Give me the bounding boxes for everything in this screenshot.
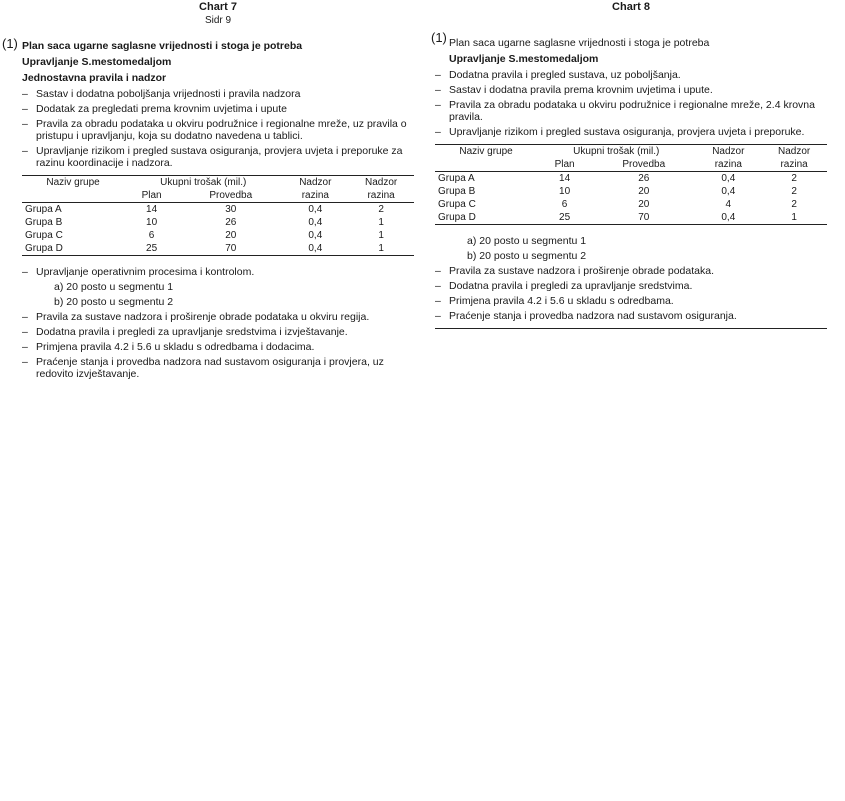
list-item: – Sastav i dodatna poboljšanja vrijednosti i pravila nadzora [22, 88, 301, 100]
list-item: a) 20 posto u segmentu 1 [467, 235, 587, 247]
section-heading: Upravljanje S.mestomedaljom [22, 56, 172, 68]
list-item: b) 20 posto u segmentu 2 [54, 296, 174, 308]
table-row: Grupa B 10 26 0,4 1 [25, 217, 384, 228]
list-item: – Dodatna pravila i pregled sustava, uz poboljšanja. [435, 69, 681, 81]
list-item: – Dodatak za pregledati prema krovnim uvjetima i upute [22, 103, 287, 115]
intro-text: Plan saca ugarne saglasne vrijednosti i stoga je potreba [449, 37, 710, 49]
list-item: – Pravila za sustave nadzora i proširenje obrade podataka u okviru regija. [22, 311, 370, 323]
intro-text: Plan saca ugarne saglasne vrijednosti i stoga je potreba [22, 40, 303, 52]
list-item: – Dodatna pravila i pregledi za upravljanje sredstvima i izvještavanje. [22, 326, 348, 338]
list-item: – Primjena pravila 4.2 i 5.6 u skladu s odredbama. [435, 295, 674, 307]
data-table: Naziv grupe Ukupni trošak (mil.) Nadzor Nadzor Plan Provedba razina razina Grupa A 14 30 0,4 2 Grupa B 10 26 0,4 1 Grupa C 6 20 0,4 1 Grupa D 25 70 0,4 1 [22, 175, 414, 256]
table-row: Grupa C 6 20 0,4 1 [25, 230, 384, 241]
list-item: a) 20 posto u segmentu 1 [54, 281, 174, 293]
table-row: Grupa D 25 70 0,4 1 [435, 211, 827, 225]
bottom-rule [435, 328, 827, 329]
list-item: – Sastav i dodatna pravila prema krovnim uvjetima i upute. [435, 84, 713, 96]
list-item: – Pravila za obradu podataka u okviru podružnice i regionalne mreže, uz pravila o pristupu i upravljanju, koja su dodatno navedena u tablici. [22, 118, 407, 142]
list-item: – Praćenje stanja i provedba nadzora nad sustavom osiguranja i provjera, uz redovito izvještavanje. [22, 356, 384, 380]
table-row: Grupa D 25 70 0,4 1 [22, 242, 414, 256]
section-heading: Upravljanje S.mestomedaljom [449, 53, 599, 65]
left-column [2, 0, 414, 801]
list-item: – Dodatna pravila i pregledi za upravljanje sredstvima. [435, 280, 693, 292]
list-item: – Praćenje stanja i provedba nadzora nad sustavom osiguranja. [435, 310, 737, 322]
section-subheading: Jednostavna pravila i nadzor [22, 72, 167, 84]
list-item: – Pravila za sustave nadzora i proširenje obrade podataka. [435, 265, 714, 277]
bullet-list-2 [435, 235, 827, 322]
item-number: (1) [2, 36, 18, 51]
bullet-list [435, 69, 827, 138]
list-item: – Upravljanje rizikom i pregled sustava osiguranja, provjera uvjeta i preporuke za razinu koordinacije i nadzora. [22, 145, 403, 169]
data-table: Naziv grupe Ukupni trošak (mil.) Nadzor Nadzor Plan Provedba razina razina Grupa A 14 26 0,4 2 Grupa B 10 20 0,4 2 Grupa C 6 20 4 2 Grupa D 25 70 0,4 1 [435, 144, 827, 225]
chart-label: Chart 7 [199, 1, 237, 13]
right-column [431, 0, 827, 801]
table-row: Grupa B 10 20 0,4 2 [438, 186, 797, 197]
chart-label: Chart 8 [612, 1, 650, 13]
list-item: b) 20 posto u segmentu 2 [467, 250, 587, 262]
item-number: (1) [431, 30, 447, 45]
chart-subtitle: Sidr 9 [204, 15, 232, 26]
bullet-list [22, 88, 414, 169]
list-item: – Upravljanje operativnim procesima i kontrolom. [22, 266, 255, 278]
list-item: – Pravila za obradu podataka u okviru podružnice i regionalne mreže, 2.4 krovna pravila. [435, 99, 815, 123]
bullet-list-2 [22, 266, 414, 380]
table-row: Grupa A 14 26 0,4 2 [438, 173, 797, 184]
table-row: Grupa C 6 20 4 2 [438, 199, 797, 210]
list-item: – Upravljanje rizikom i pregled sustava osiguranja, provjera uvjeta i preporuke. [435, 126, 805, 138]
table-row: Grupa A 14 30 0,4 2 [25, 204, 384, 215]
list-item: – Primjena pravila 4.2 i 5.6 u skladu s odredbama i dodacima. [22, 341, 315, 353]
